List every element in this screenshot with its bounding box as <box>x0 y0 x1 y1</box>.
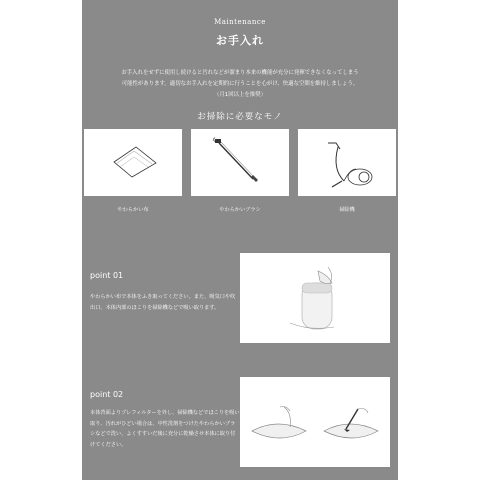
intro-line-1: お手入れをせずに使用し続けると汚れなどが溜まり本来の機能が充分に発揮できなくなってしまう <box>121 70 359 76</box>
point-01-image <box>240 253 390 343</box>
tool-label-vacuum: 掃除機 <box>339 207 355 213</box>
vacuum-icon <box>298 129 396 196</box>
intro-text <box>82 68 398 101</box>
intro-line-3: （月1回以上を推奨） <box>214 92 266 98</box>
point-01-text: やわらかい布で本体をふき取ってください。また、吸気口や吹出口、本体内部のほこりを掃除機などで吸い取ります。 <box>90 294 236 311</box>
filter-cleaning-icon <box>240 377 390 467</box>
tool-card-brush <box>191 129 289 196</box>
brush-icon <box>191 129 289 196</box>
tool-card-vacuum <box>298 129 396 196</box>
tool-label-cloth: やわらかい布 <box>117 207 149 213</box>
point-01-title: point 01 <box>90 271 124 280</box>
tool-label-brush: やわらかいブラシ <box>219 207 261 213</box>
section-eyebrow: Maintenance <box>214 18 266 26</box>
cloth-icon <box>84 129 182 196</box>
tools-title: お掃除に必要なモノ <box>197 112 283 122</box>
tool-card-cloth <box>84 129 182 196</box>
intro-line-2: 可能性があります。適切なお手入れを定期的に行うことを心がけ、快適な空間を維持しましょう。 <box>121 81 359 87</box>
page-title: お手入れ <box>216 34 264 47</box>
point-02-text: 本体背面よりプレフィルターを外し、掃除機などでほこりを吸い取り、汚れがひどい場合は、中性洗剤をつけたやわらかいブラシなどで洗い、よくすすいだ後に充分に乾燥させ本体に取り付けてください。 <box>90 410 240 448</box>
point-02-title: point 02 <box>90 390 124 399</box>
wiping-cylinder-device-icon <box>240 253 390 343</box>
maintenance-panel <box>82 0 398 480</box>
point-02-image <box>240 377 390 467</box>
